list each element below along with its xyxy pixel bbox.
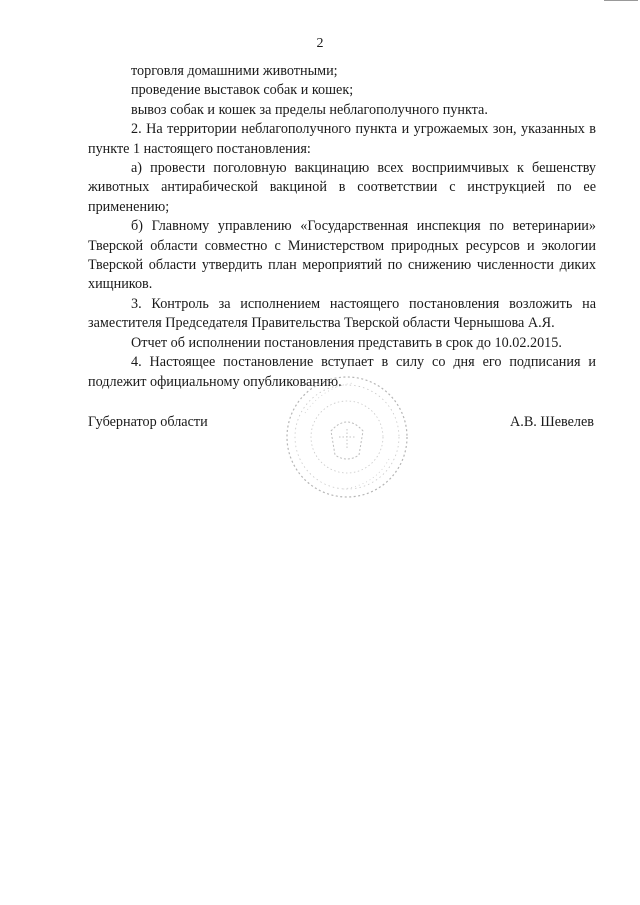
paragraph-4: 4. Настоящее постановление вступает в силу со дня его подписания и подлежит официальному опубликованию.	[88, 354, 596, 390]
paragraph-2a: а) провести поголовную вакцинацию всех восприимчивых к бешенству животных антирабической вакциной в соответствии с инструкцией по ее применению;	[88, 160, 596, 215]
list-item-export: вывоз собак и кошек за пределы неблагополучного пункта.	[131, 101, 488, 118]
signatory-name: А.В. Шевелев	[510, 414, 594, 430]
signature-block	[88, 414, 596, 434]
paragraph-2b: б) Главному управлению «Государственная инспекция по ветеринарии» Тверской области совместно с Министерством природных ресурсов и экологии Тверской области утвердить план мероприятий по снижению численности диких хищников.	[88, 218, 596, 293]
page-number: 2	[316, 36, 324, 51]
official-seal-icon	[283, 373, 411, 501]
list-item-pet-trade: торговля домашними животными;	[131, 63, 338, 79]
list-item-exhibitions: проведение выставок собак и кошек;	[131, 82, 354, 99]
paragraph-3-report: Отчет об исполнении постановления представить в срок до 10.02.2015.	[131, 334, 562, 351]
document-body	[88, 62, 596, 392]
paragraph-3: 3. Контроль за исполнением настоящего постановления возложить на заместителя Председателя Правительства Тверской области Чернышова А.Я.	[88, 295, 596, 332]
signatory-position: Губернатор области	[88, 414, 208, 430]
scan-corner-mark	[604, 0, 638, 3]
paragraph-2: 2. На территории неблагополучного пункта и угрожаемых зон, указанных в пункте 1 настоящего постановления:	[88, 121, 596, 157]
